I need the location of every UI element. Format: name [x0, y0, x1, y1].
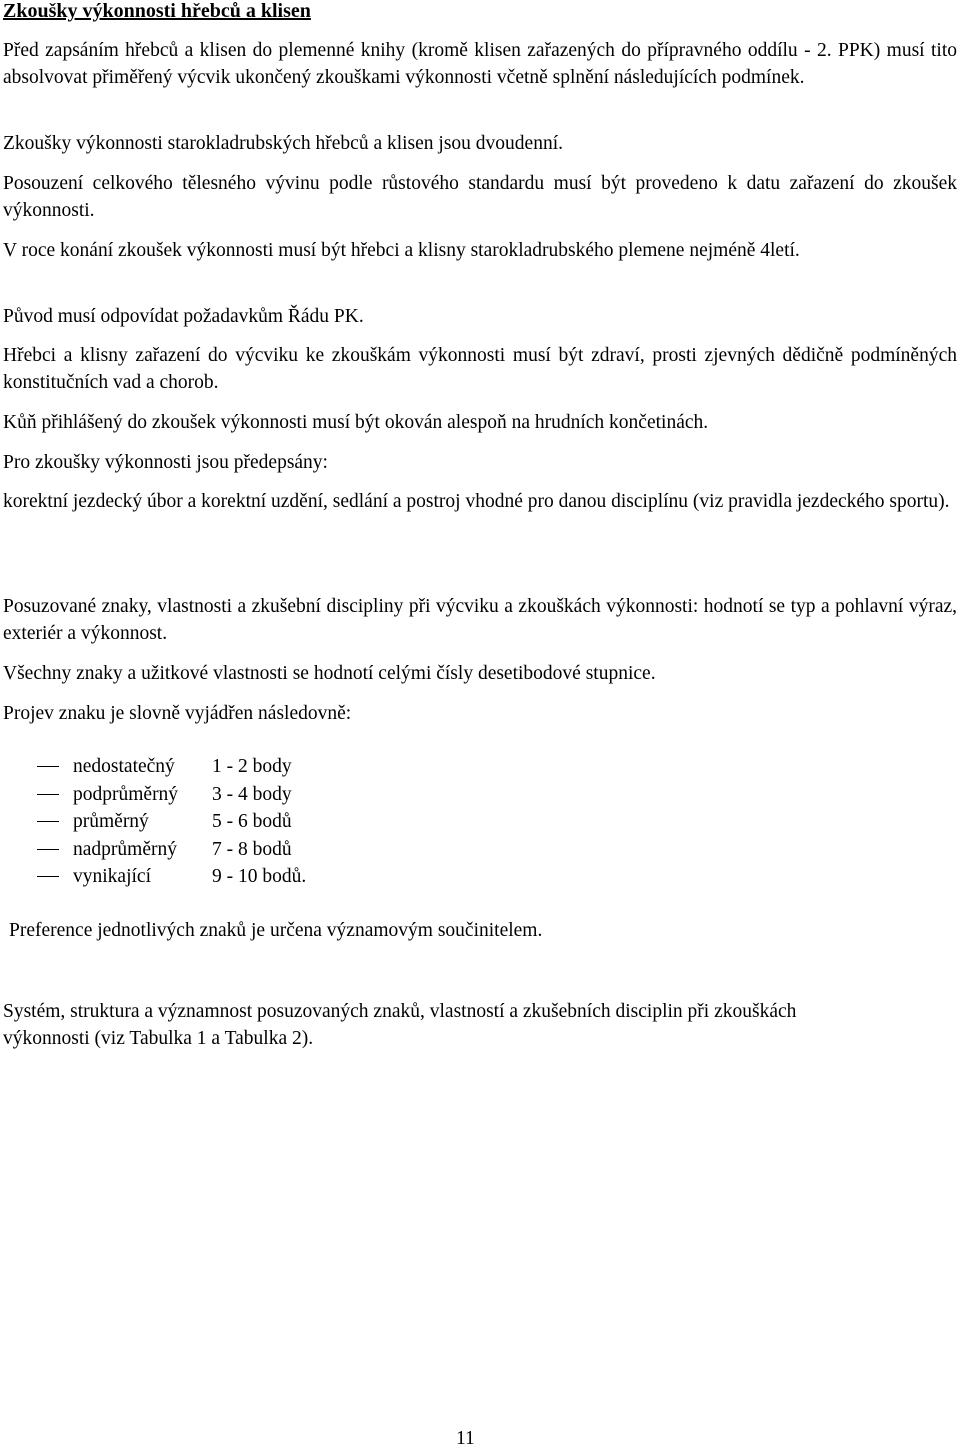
grade-label: nedostatečný	[73, 756, 175, 777]
grade-label: nadprůměrný	[73, 838, 177, 860]
dash-bullet	[37, 766, 59, 767]
grade-points: 9 - 10 bodů.	[212, 866, 307, 887]
grade-label: průměrný	[73, 811, 149, 832]
paragraph-origin: Původ musí odpovídat požadavkům Řádu PK.	[3, 306, 364, 327]
paragraph-growth-assessment: Posouzení celkového tělesného vývinu podle růstového standardu musí být provedeno k datu zařazení do zkoušek výkonnosti.	[3, 173, 957, 221]
paragraph-equipment: korektní jezdecký úbor a korektní uzdění, sedlání a postroj vhodné pro danou disciplínu (viz pravidla jezdeckého sportu).	[3, 491, 950, 512]
page-number: 11	[456, 1428, 475, 1449]
paragraph-system: Systém, struktura a významnost posuzovaných znaků, vlastností a zkušebních disciplin při zkouškách výkonnosti (viz Tabulka 1 a Tabulka 2).	[3, 1001, 797, 1049]
paragraph-shoeing: Kůň přihlášený do zkoušek výkonnosti musí být okován alespoň na hrudních končetinách.	[3, 412, 709, 433]
page-title: Zkoušky výkonnosti hřebců a klisen	[3, 0, 311, 22]
paragraph-grades-intro: Projev znaku je slovně vyjádřen následovně:	[3, 703, 352, 724]
grade-points: 3 - 4 body	[212, 783, 292, 805]
paragraph-scale: Všechny znaky a užitkové vlastnosti se hodnotí celými čísly desetibodové stupnice.	[3, 663, 656, 684]
dash-bullet	[37, 849, 59, 850]
paragraph-duration: Zkoušky výkonnosti starokladrubských hřebců a klisen jsou dvoudenní.	[3, 133, 564, 154]
grade-points: 7 - 8 bodů	[212, 838, 292, 860]
paragraph-age-requirement: V roce konání zkoušek výkonnosti musí být hřebci a klisny starokladrubského plemene nejméně 4letí.	[3, 240, 800, 261]
dash-bullet	[37, 821, 59, 822]
grade-points: 5 - 6 bodů	[212, 811, 292, 832]
paragraph-assessed-traits: Posuzované znaky, vlastnosti a zkušební discipliny při výcviku a zkouškách výkonnosti: hodnotí se typ a pohlavní výraz, exteriér a výkonnost.	[3, 596, 957, 644]
grade-points: 1 - 2 body	[212, 756, 292, 777]
dash-bullet	[37, 794, 59, 795]
paragraph-requirements-intro: Pro zkoušky výkonnosti jsou předepsány:	[3, 452, 328, 473]
grade-label: podprůměrný	[73, 783, 179, 805]
paragraph-health: Hřebci a klisny zařazení do výcviku ke zkouškám výkonnosti musí být zdraví, prosti zjevných dědičně podmíněných konstitučních vad a chorob.	[3, 345, 957, 393]
paragraph-intro: Před zapsáním hřebců a klisen do plemenné knihy (kromě klisen zařazených do přípravného oddílu - 2. PPK) musí tito absolvovat přiměřený výcvik ukončený zkouškami výkonnosti včetně splnění následujících podmínek.	[3, 40, 957, 88]
paragraph-preference: Preference jednotlivých znaků je určena významovým součinitelem.	[9, 920, 543, 941]
dash-bullet	[37, 876, 59, 877]
grade-label: vynikající	[73, 866, 151, 887]
